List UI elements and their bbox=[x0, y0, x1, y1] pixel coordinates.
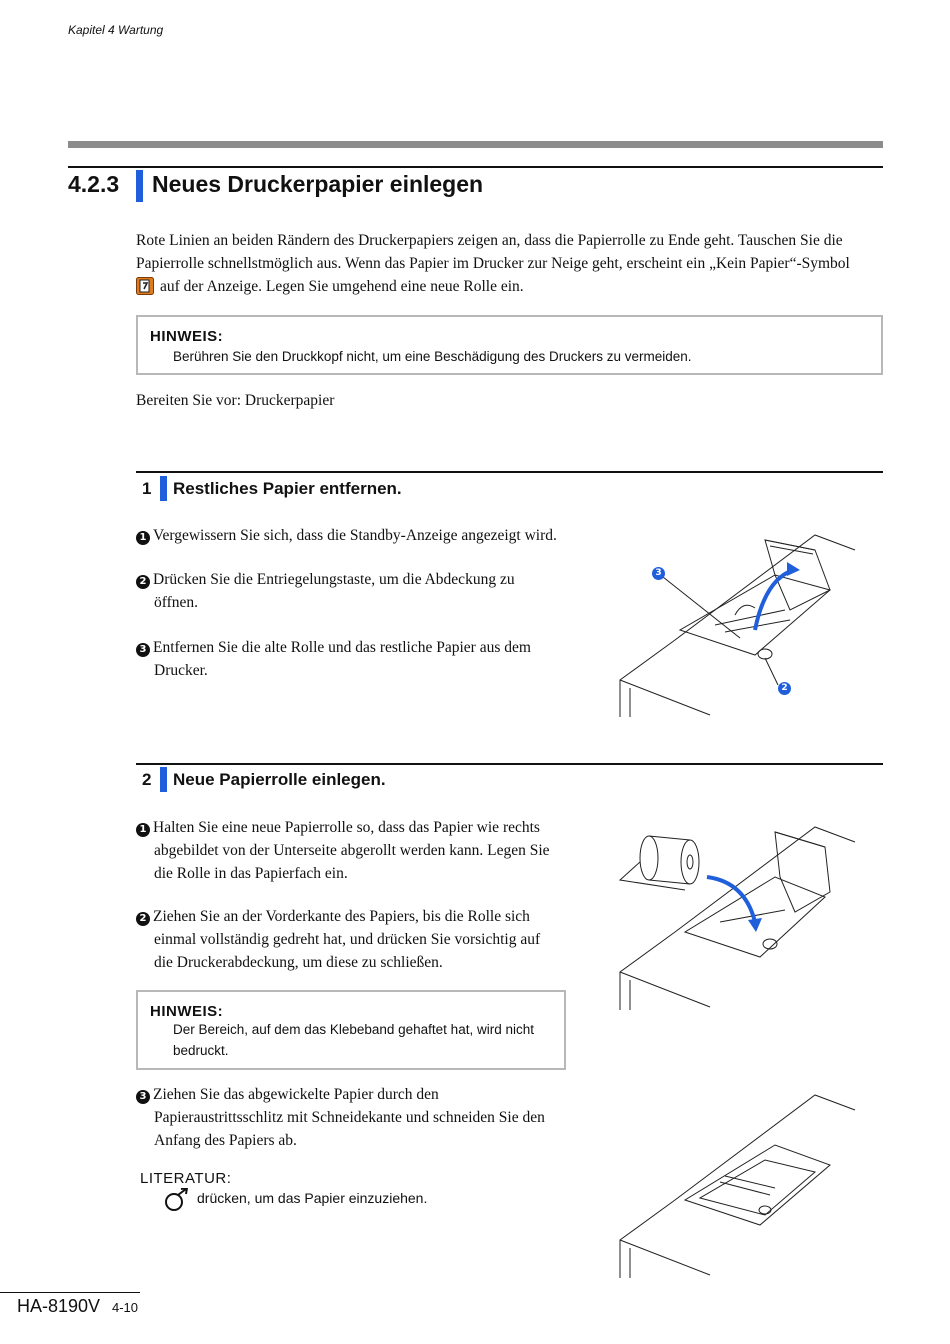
bullet-1: 1 bbox=[136, 823, 150, 837]
callout-3: 3 bbox=[652, 567, 665, 580]
step2-rule bbox=[136, 763, 883, 765]
step2-item-3: 3 Ziehen Sie das abgewickelte Papier durch den Papieraustrittsschlitz mit Schneidekante und schneiden Sie den Anfang des Papiers ab. bbox=[136, 1083, 606, 1152]
step1-item-1: 1 Vergewissern Sie sich, dass die Standby-Anzeige angezeigt wird. bbox=[136, 524, 606, 547]
printer-closed-illustration bbox=[615, 1090, 860, 1280]
step2-marker bbox=[160, 767, 167, 792]
printer-open-illustration bbox=[615, 530, 860, 720]
prepare-text: Bereiten Sie vor: Druckerpapier bbox=[136, 392, 335, 409]
footer-model: HA-8190V bbox=[17, 1296, 101, 1316]
note-box-2 bbox=[136, 990, 566, 1070]
intro-line-3: auf der Anzeige. Legen Sie umgehend eine neue Rolle ein. bbox=[136, 275, 896, 298]
bullet-2: 2 bbox=[136, 575, 150, 589]
header-gray-rule bbox=[68, 141, 883, 148]
header-black-rule bbox=[68, 166, 883, 168]
literature-title: LITERATUR: bbox=[140, 1170, 232, 1187]
intro-line-1: Rote Linien an beiden Rändern des Druckerpapiers zeigen an, dass die Papierrolle zu Ende geht. Tauschen Sie die bbox=[136, 232, 843, 249]
bullet-2: 2 bbox=[136, 912, 150, 926]
step2-item-1: 1 Halten Sie eine neue Papierrolle so, dass das Papier wie rechts abgebildet von der Unterseite abgerollt werden kann. Legen Sie die Rolle in das Papierfach ein. bbox=[136, 816, 606, 885]
note-line-2: bedruckt. bbox=[173, 1043, 229, 1058]
footer-page-number: 4-10 bbox=[112, 1300, 139, 1315]
step2-title: Neue Papierrolle einlegen. bbox=[173, 770, 386, 789]
printer-roll-illustration bbox=[615, 822, 860, 1012]
note-title: HINWEIS: bbox=[150, 328, 224, 345]
literature-text: drücken, um das Papier einzuziehen. bbox=[197, 1190, 428, 1206]
bullet-1: 1 bbox=[136, 531, 150, 545]
step2-item-2: 2 Ziehen Sie an der Vorderkante des Papiers, bis die Rolle sich einmal vollständig gedreht hat, und drücken Sie vorsichtig auf die Druckerabdeckung, um diese zu schließen. bbox=[136, 905, 606, 974]
note-title: HINWEIS: bbox=[150, 1003, 224, 1020]
chapter-header: Kapitel 4 Wartung bbox=[68, 23, 164, 37]
callout-2: 2 bbox=[778, 682, 791, 695]
note-box bbox=[136, 315, 883, 375]
step2-number: 2 bbox=[142, 770, 152, 789]
step1-marker bbox=[160, 476, 167, 501]
bullet-3: 3 bbox=[136, 643, 150, 657]
no-paper-icon bbox=[136, 277, 154, 295]
intro-paragraph bbox=[136, 229, 896, 298]
step1-rule bbox=[136, 471, 883, 473]
note-text: Berühren Sie den Druckkopf nicht, um eine Beschädigung des Druckers zu vermeiden. bbox=[173, 349, 692, 364]
bullet-3: 3 bbox=[136, 1090, 150, 1104]
note-line-1: Der Bereich, auf dem das Klebeband gehaftet hat, wird nicht bbox=[173, 1022, 534, 1037]
step1-number: 1 bbox=[142, 479, 152, 498]
step1-item-2: 2 Drücken Sie die Entriegelungstaste, um die Abdeckung zu öffnen. bbox=[136, 568, 606, 614]
section-number: 4.2.3 bbox=[68, 171, 120, 197]
intro-line-2: Papierrolle schnellstmöglich aus. Wenn das Papier im Drucker zur Neige geht, erscheint ein „Kein Papier“-Symbol bbox=[136, 255, 850, 272]
feed-key-icon bbox=[163, 1188, 189, 1212]
step1-title: Restliches Papier entfernen. bbox=[173, 479, 402, 498]
footer-rule bbox=[0, 1292, 140, 1293]
section-title: Neues Druckerpapier einlegen bbox=[152, 171, 484, 197]
step1-item-3: 3 Entfernen Sie die alte Rolle und das restliche Papier aus dem Drucker. bbox=[136, 636, 606, 682]
section-title-marker bbox=[136, 170, 143, 202]
